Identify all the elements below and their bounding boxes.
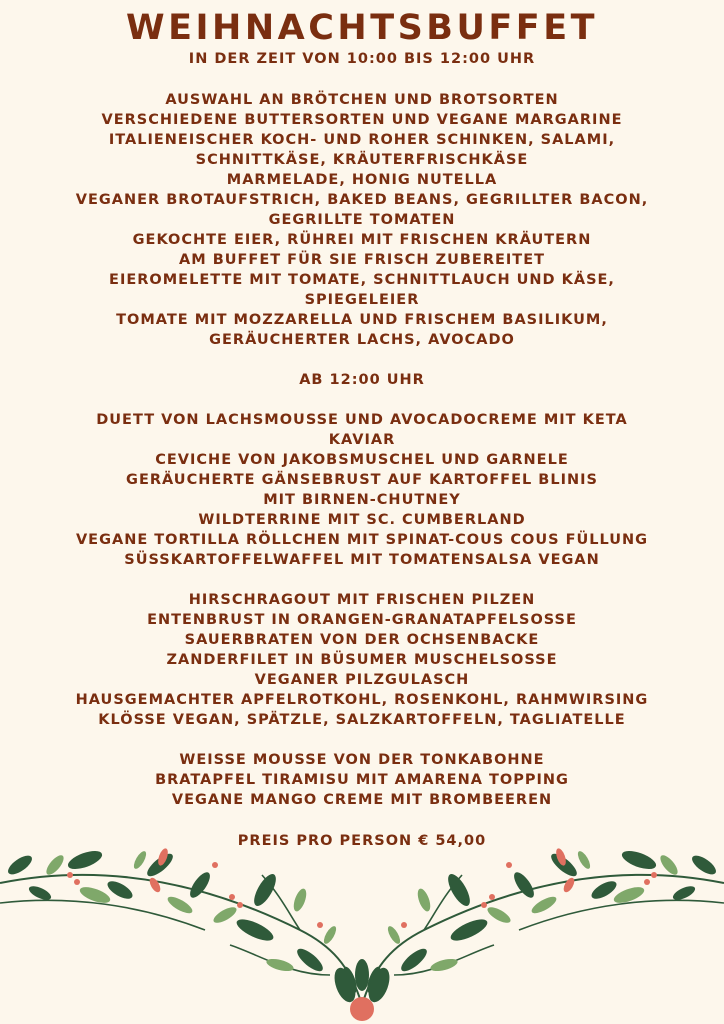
menu-line: TOMATE MIT MOZZARELLA UND FRISCHEM BASILIKUM,: [116, 312, 608, 328]
menu-line: SÜSSKARTOFFELWAFFEL MIT TOMATENSALSA VEGAN: [124, 552, 600, 568]
garland-right-branch: [362, 847, 724, 1005]
menu-line: VEGANER BROTAUFSTRICH, BAKED BEANS, GEGRILLTER BACON,: [75, 192, 649, 208]
menu-line: MARMELADE, HONIG NUTELLA: [226, 172, 498, 188]
menu-line: KAVIAR: [328, 432, 396, 448]
menu-line: MIT BIRNEN-CHUTNEY: [263, 492, 461, 508]
page-title: WEIHNACHTSBUFFET: [126, 8, 598, 48]
section-spacer: [20, 570, 704, 590]
menu-line: VEGANE MANGO CREME MIT BROMBEEREN: [171, 792, 553, 808]
menu-line: EIEROMELETTE MIT TOMATE, SCHNITTLAUCH UND KÄSE,: [109, 272, 615, 288]
menu-line: GEGRILLTE TOMATEN: [268, 212, 456, 228]
menu-line: GERÄUCHERTER LACHS, AVOCADO: [209, 332, 515, 348]
menu-line: GEKOCHTE EIER, RÜHREI MIT FRISCHEN KRÄUTERN: [132, 232, 592, 248]
menu-line: SPIEGELEIER: [304, 292, 420, 308]
menu-line: SAUERBRATEN VON DER OCHSENBACKE: [184, 632, 540, 648]
menu-line: ENTENBRUST IN ORANGEN-GRANATAPFELSOSSE: [147, 612, 577, 628]
menu-line: VERSCHIEDENE BUTTERSORTEN UND VEGANE MARGARINE: [101, 112, 623, 128]
menu-line: AUSWAHL AN BRÖTCHEN UND BROTSORTEN: [165, 92, 559, 108]
menu-line: CEVICHE VON JAKOBSMUSCHEL UND GARNELE: [155, 452, 569, 468]
menu-list: [20, 90, 704, 810]
section-spacer: [20, 390, 704, 410]
garland-decoration: [0, 835, 724, 1024]
menu-line: ITALIENEISCHER KOCH- UND ROHER SCHINKEN, SALAMI,: [108, 132, 616, 148]
page-subtitle: IN DER ZEIT VON 10:00 BIS 12:00 UHR: [188, 51, 536, 67]
menu-line: VEGANE TORTILLA RÖLLCHEN MIT SPINAT-COUS COUS FÜLLUNG: [75, 532, 649, 548]
menu-line: AM BUFFET FÜR SIE FRISCH ZUBEREITET: [179, 252, 545, 268]
menu-line: ZANDERFILET IN BÜSUMER MUSCHELSOSSE: [166, 652, 558, 668]
garland-left-branch: [0, 847, 362, 1005]
menu-line: HAUSGEMACHTER APFELROTKOHL, ROSENKOHL, RAHMWIRSING: [75, 692, 649, 708]
menu-line: WILDTERRINE MIT SC. CUMBERLAND: [198, 512, 526, 528]
menu-line: GERÄUCHERTE GÄNSEBRUST AUF KARTOFFEL BLINIS: [126, 472, 598, 488]
menu-line: VEGANER PILZGULASCH: [254, 672, 470, 688]
price-line: PREIS PRO PERSON € 54,00: [237, 833, 487, 849]
menu-line: WEISSE MOUSSE VON DER TONKABOHNE: [179, 752, 545, 768]
menu-line: AB 12:00 UHR: [299, 372, 425, 388]
section-spacer: [20, 350, 704, 370]
menu-line: BRATAPFEL TIRAMISU MIT AMARENA TOPPING: [155, 772, 569, 788]
menu-line: KLÖSSE VEGAN, SPÄTZLE, SALZKARTOFFELN, TAGLIATELLE: [98, 712, 626, 728]
menu-line: SCHNITTKÄSE, KRÄUTERFRISCHKÄSE: [195, 152, 529, 168]
section-spacer: [20, 730, 704, 750]
center-berry: [350, 997, 374, 1021]
menu-line: HIRSCHRAGOUT MIT FRISCHEN PILZEN: [188, 592, 536, 608]
menu-line: DUETT VON LACHSMOUSSE UND AVOCADOCREME MIT KETA: [96, 412, 628, 428]
